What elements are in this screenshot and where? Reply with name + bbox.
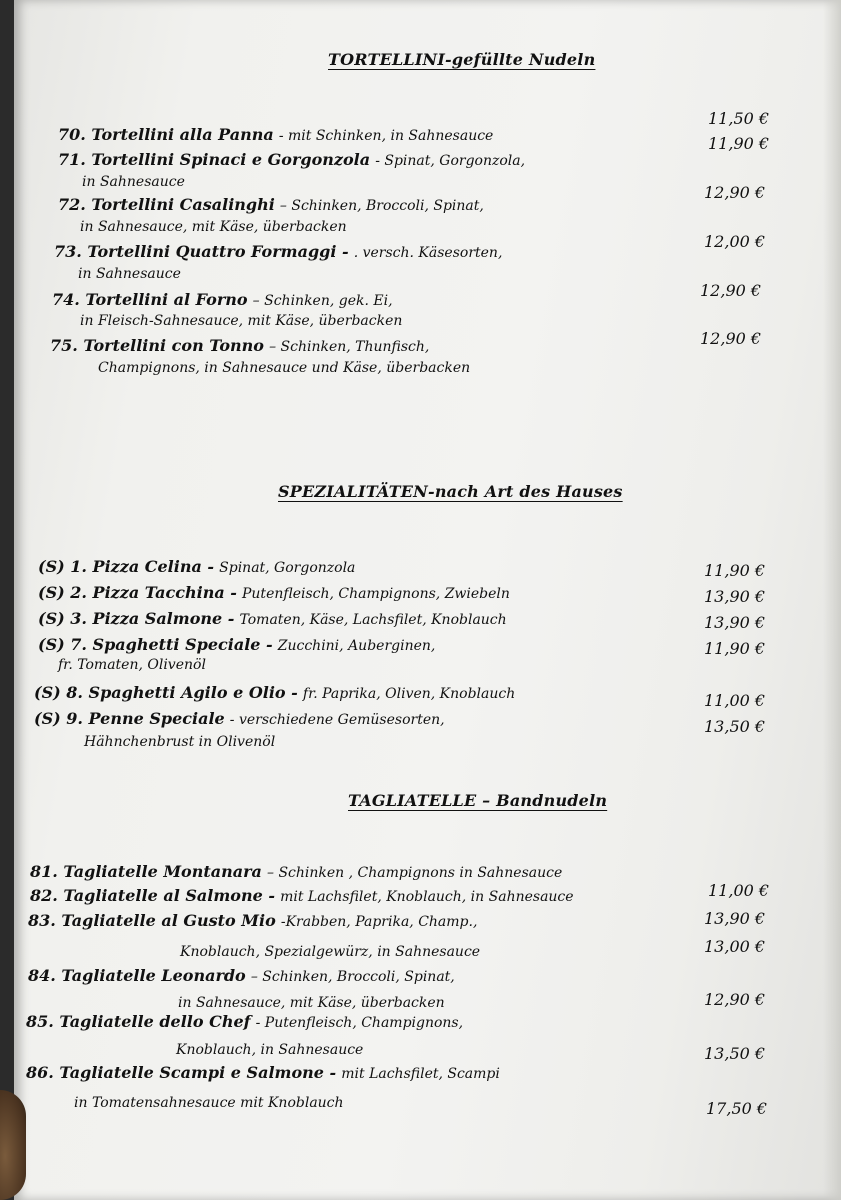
item-description-continued: in Sahnesauce, mit Käse, überbacken [80,219,347,235]
item-description: - Putenfleisch, Champignons, [255,1015,464,1031]
item-title: (S) 3. Pizza Salmone - [38,609,235,628]
item-description: - Spinat, Gorgonzola, [375,153,526,169]
item-price: 13,50 € [704,1044,766,1063]
menu-item-name [28,911,477,930]
menu-page [14,0,841,1200]
item-description: – Schinken, Broccoli, Spinat, [250,969,455,985]
item-title: 81. Tagliatelle Montanara [30,862,262,881]
item-title: 83. Tagliatelle al Gusto Mio [28,911,276,930]
menu-item-name [26,1063,500,1082]
item-price: 13,90 € [704,613,766,632]
menu-item-name [34,709,445,728]
item-description-continued: Hähnchenbrust in Olivenöl [84,734,276,750]
item-description-continued: in Fleisch-Sahnesauce, mit Käse, überbacken [80,313,403,329]
item-price: 12,90 € [704,990,766,1009]
item-title: (S) 9. Penne Speciale [34,709,225,728]
item-description-continued: in Sahnesauce [82,174,185,190]
item-title: 82. Tagliatelle al Salmone - [30,886,275,905]
item-title: 70. Tortellini alla Panna [58,125,274,144]
item-description: Zucchini, Auberginen, [277,638,436,654]
item-title: 85. Tagliatelle dello Chef [26,1012,251,1031]
menu-item-name [38,635,435,654]
item-title: (S) 2. Pizza Tacchina - [38,583,237,602]
item-description: mit Lachsfilet, Knoblauch, in Sahnesauce [280,889,574,905]
menu-item-name [54,242,502,261]
item-description-continued: in Tomatensahnesauce mit Knoblauch [74,1095,344,1111]
item-description: - verschiedene Gemüsesorten, [229,712,445,728]
item-price: 13,90 € [704,909,766,928]
item-price: 13,50 € [704,717,766,736]
menu-item-name [52,290,393,309]
item-description: Tomaten, Käse, Lachsfilet, Knoblauch [239,612,507,628]
item-title: 84. Tagliatelle Leonardo [28,966,246,985]
item-title: 73. Tortellini Quattro Formaggi - [54,242,349,261]
item-description: mit Lachsfilet, Scampi [341,1066,500,1082]
item-description: -Krabben, Paprika, Champ., [280,914,478,930]
menu-item-name [58,195,484,214]
item-description: fr. Paprika, Oliven, Knoblauch [302,686,516,702]
menu-item-name [30,862,562,881]
item-description: – Schinken , Champignons in Sahnesauce [267,865,563,881]
item-price: 11,90 € [708,134,770,153]
item-description-continued: in Sahnesauce [78,266,181,282]
item-price: 11,50 € [708,109,770,128]
menu-item-name [26,1012,463,1031]
item-title: (S) 7. Spaghetti Speciale - [38,635,273,654]
item-description: Spinat, Gorgonzola [219,560,356,576]
menu-item-name [50,336,429,355]
item-price: 13,90 € [704,587,766,606]
item-title: 75. Tortellini con Tonno [50,336,264,355]
item-price: 12,90 € [704,183,766,202]
menu-item-name [30,886,574,905]
item-price: 11,90 € [704,639,766,658]
item-price: 17,50 € [706,1099,768,1118]
item-description: – Schinken, Broccoli, Spinat, [279,198,484,214]
item-description: - mit Schinken, in Sahnesauce [278,128,494,144]
menu-item-name [38,609,507,628]
menu-item-name [34,683,515,702]
item-title: (S) 8. Spaghetti Agilo e Olio - [34,683,298,702]
item-description: . versch. Käsesorten, [353,245,503,261]
section-heading-spezialitaeten: SPEZIALITÄTEN-nach Art des Hauses [278,482,623,501]
menu-item-name [58,125,493,144]
item-title: 72. Tortellini Casalinghi [58,195,275,214]
item-title: (S) 1. Pizza Celina - [38,557,215,576]
item-description-continued: Knoblauch, Spezialgewürz, in Sahnesauce [180,944,481,960]
item-price: 12,90 € [700,281,762,300]
item-price: 11,00 € [704,691,766,710]
item-description: Putenfleisch, Champignons, Zwiebeln [242,586,510,602]
item-description: – Schinken, Thunfisch, [269,339,430,355]
item-description-continued: Knoblauch, in Sahnesauce [176,1042,364,1058]
item-description-continued: fr. Tomaten, Olivenöl [58,657,206,673]
menu-item-name [28,966,455,985]
menu-item-name [38,583,510,602]
item-price: 11,90 € [704,561,766,580]
item-price: 13,00 € [704,937,766,956]
menu-item-name [58,150,525,169]
item-price: 11,00 € [708,881,770,900]
finger-edge [0,1090,26,1200]
section-heading-tortellini: TORTELLINI-gefüllte Nudeln [328,50,596,69]
menu-item-name [38,557,355,576]
item-price: 12,90 € [700,329,762,348]
item-description-continued: Champignons, in Sahnesauce und Käse, überbacken [98,360,471,376]
item-title: 86. Tagliatelle Scampi e Salmone - [26,1063,337,1082]
item-title: 71. Tortellini Spinaci e Gorgonzola [58,150,371,169]
item-title: 74. Tortellini al Forno [52,290,248,309]
item-description-continued: in Sahnesauce, mit Käse, überbacken [178,995,445,1011]
item-description: – Schinken, gek. Ei, [252,293,393,309]
item-price: 12,00 € [704,232,766,251]
section-heading-tagliatelle: TAGLIATELLE – Bandnudeln [348,791,608,810]
